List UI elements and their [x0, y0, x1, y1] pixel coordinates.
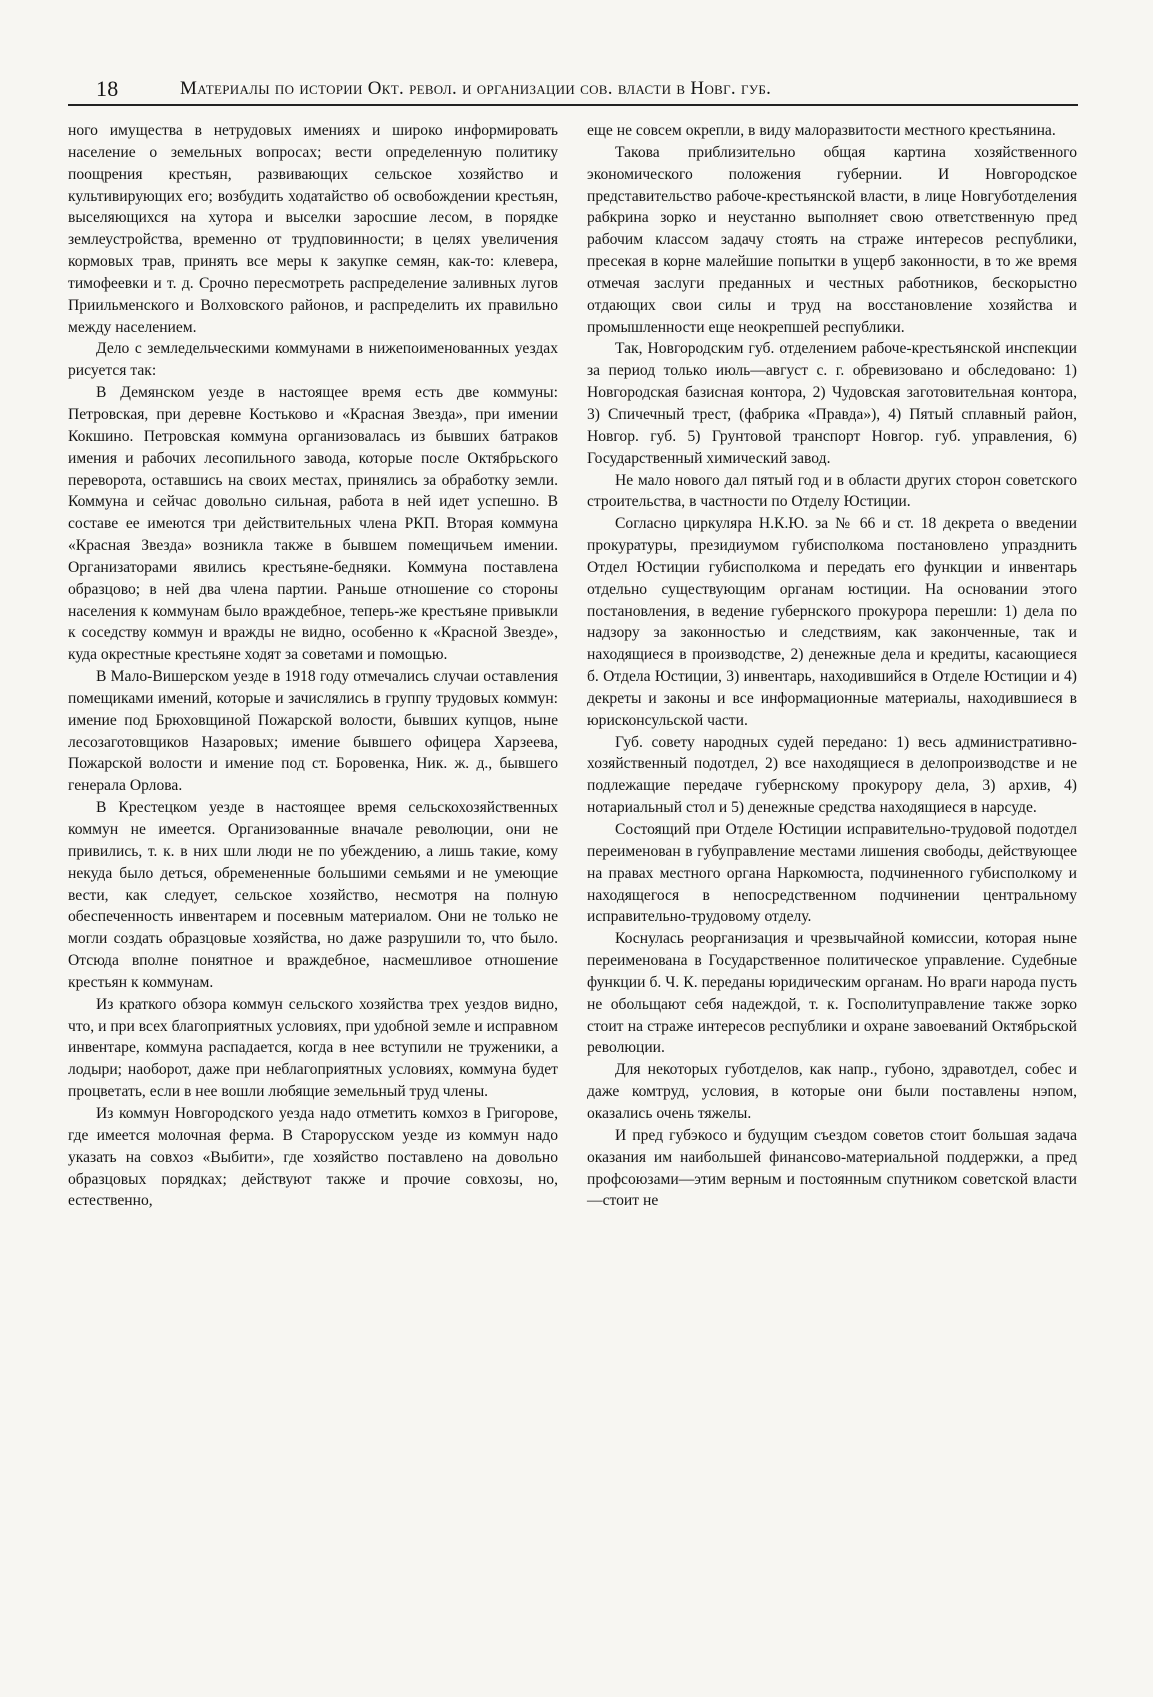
paragraph: ного имущества в нетрудовых имениях и широко информировать население о земельных вопросах; вести определенную политику поощрения крестьян, развивающих сельское хозяйство и культивирующих его; возбудить ходатайство об освобождении крестьян, выселяющихся на хутора и выселки заросшие лесом, в порядке землеустройства, временно от трудповинности; в целях увеличения кормовых трав, принять все меры к закупке семян, как-то: клевера, тимофеевки и т. д. Срочно пересмотреть распределение заливных лугов Приильменского и Волховского районов, и распределить их правильно между населением. — [68, 122, 558, 336]
paragraph: Так, Новгородским губ. отделением рабоче-крестьянской инспекции за период только июль—август с. г. обревизовано и обследовано: 1) Новгородская базисная контора, 2) Чудовская заготовительная контора, 3) Спичечный трест, (фабрика «Правда»), 4) Пятый сплавный район, Новгор. губ. 5) Грунтовой транспорт Новгор. губ. управления, 6) Государственный химический завод. — [587, 340, 1077, 467]
paragraph: В Демянском уезде в настоящее время есть две коммуны: Петровская, при деревне Костьково и «Красная Звезда», при имении Кокшино. Петровская коммуна организовалась из бывших батраков имения и рабочих лесопильного завода, которые после Октябрьского переворота, оставшись на своих местах, принялись за обработку земли. Коммуна и сейчас довольно сильная, работа в ней идет успешно. В составе ее имеются три действительных члена РКП. Вторая коммуна «Красная Звезда» возникла также в бывшем помещичьем имении. Организаторами явились крестьяне-бедняки. Коммуна поставлена образцово; в ней два члена партии. Раньше отношение со стороны населения к коммунам было враждебное, теперь-же крестьяне привыкли к соседству коммун и вражды не видно, особенно к «Красной Звезде», куда окрестные крестьяне ходят за советами и помощью. — [68, 384, 558, 664]
page-number: 18 — [96, 76, 119, 101]
left-column — [68, 120, 558, 1212]
page-header — [68, 76, 1078, 102]
paragraph: Не мало нового дал пятый год и в области других сторон советского строительства, в частности по Отделу Юстиции. — [587, 471, 1077, 511]
running-title: Материалы по истории Окт. револ. и организации сов. власти в Новг. губ. — [180, 78, 772, 99]
paragraph: Состоящий при Отделе Юстиции исправительно-трудовой подотдел переименован в губуправление местами лишения свободы, действующее на правах местного органа Наркомюста, подчиненного губисполкому и находящегося в непосредственном подчинении центральному исправительно-трудовому отделу. — [587, 821, 1077, 926]
paragraph: Из коммун Новгородского уезда надо отметить комхоз в Григорове, где имеется молочная ферма. В Старорусском уезде из коммун надо указать на совхоз «Выбити», где хозяйство поставлено на довольно образцовых порядках; действуют также и прочие совхозы, но, естественно, — [68, 1104, 558, 1210]
right-column — [587, 120, 1077, 1212]
paragraph: Дело с земледельческими коммунами в нижепоименованных уездах рисуется так: — [68, 340, 558, 380]
paragraph: Коснулась реорганизация и чрезвычайной комиссии, которая ныне переименована в Государственное политическое управление. Судебные функции б. Ч. К. переданы юридическим органам. Но враги народа пусть не обольщают себя надеждой, т. к. Госполитуправление также зорко стоит на страже интересов республики и охране завоеваний Октябрьской революции. — [587, 930, 1077, 1057]
paragraph: В Мало-Вишерском уезде в 1918 году отмечались случаи оставления помещиками имений, которые и зачислялись в группу трудовых коммун: имение под Брюховщиной Пожарской волости, бывших купцов, ныне лесозаготовщиков Назаровых; имение бывшего офицера Харзеева, Пожарской волости и имение под ст. Боровенка, Ник. ж. д., бывшего генерала Орлова. — [68, 668, 558, 795]
paragraph: В Крестецком уезде в настоящее время сельскохозяйственных коммун не имеется. Организованные вначале революции, они не привились, т. к. в них шли люди не по убеждению, а лишь такие, кому некуда было деться, обремененные большими семьями и не умеющие вести, как следует, сельское хозяйство, несмотря на полную обеспеченность инвентарем и посевным материалом. Они не только не могли создать образцовые хозяйства, но даже разрушили то, что было. Отсюда вполне понятное и враждебное, насмешливое отношение крестьян к коммунам. — [68, 799, 558, 991]
header-rule — [68, 104, 1078, 106]
paragraph: Из краткого обзора коммун сельского хозяйства трех уездов видно, что, и при всех благоприятных условиях, при удобной земле и исправном инвентаре, коммуна распадается, когда в нее вступили не труженики, а лодыри; наоборот, даже при неблагоприятных условиях, коммуна будет процветать, если в нее вошли любящие земельный труд члены. — [68, 995, 558, 1101]
paragraph: Такова приблизительно общая картина хозяйственного экономического положения губернии. И Новгородское представительство рабоче-крестьянской власти, в лице Новгуботделения рабкрина зорко и неустанно выполняет свою ответственную пред рабочим классом задачу стоять на страже интересов республики, пресекая в корне малейшие попытки в ущерб законности, в то же время отмечая заслуги преданных и честных работников, бескорыстно отдающих свои силы и труд на восстановление хозяйства и промышленности еще неокрепшей республики. — [587, 143, 1077, 336]
paragraph: еще не совсем окрепли, в виду малоразвитости местного крестьянина. — [587, 122, 1056, 139]
paragraph: И пред губэкосо и будущим съездом советов стоит большая задача оказания им наибольшей финансово-материальной поддержки, а пред профсоюзами—этим верным и постоянным спутником советской власти—стоит не — [587, 1126, 1077, 1210]
paragraph: Согласно циркуляра Н.К.Ю. за № 66 и ст. 18 декрета о введении прокуратуры, президиумом губисполкома постановлено упразднить Отдел Юстиции губисполкома и передать его функции и инвентарь отдельно существующим органам юстиции. На основании этого постановления, в ведение губернского прокурора перешли: 1) дела по надзору за законностью и следствиям, как законченные, так и находящиеся в производстве, 2) денежные дела и кредиты, касающиеся б. Отдела Юстиции, 3) инвентарь, находившийся в Отделе Юстиции и 4) декреты и законы и все информационные материалы, находившиеся в юрисконсульской части. — [587, 515, 1077, 729]
paragraph: Губ. совету народных судей передано: 1) весь административно-хозяйственный подотдел, 2) все находящиеся в делопроизводстве и не подлежащие передаче губернскому прокурору дела, 3) архив, 4) нотариальный стол и 5) денежные средства находящиеся в нарсуде. — [587, 733, 1077, 817]
paragraph: Для некоторых губотделов, как напр., губоно, здравотдел, собес и даже комтруд, условия, в которые они были поставлены нэпом, оказались очень тяжелы. — [587, 1061, 1077, 1122]
